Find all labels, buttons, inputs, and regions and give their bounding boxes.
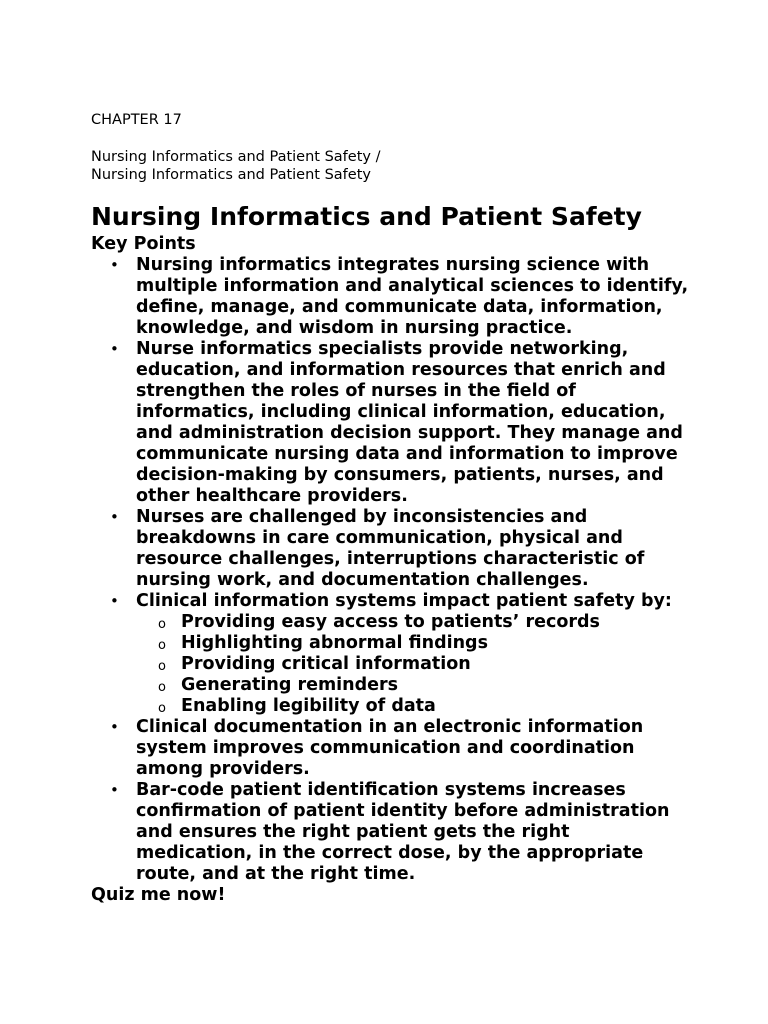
breadcrumb [91,148,380,184]
key-point-text: Nurses are challenged by inconsistencies and breakdowns in care communication, physical and resource challenges, interruptions characteristic of nursing work, and documentation challenges. [136,507,645,590]
key-point-text: Nurse informatics specialists provide networking, education, and information resources that enrich and strengthen the roles of nurses in the field of informatics, including clinical information, education, and administration decision support. They manage and communicate nursing data and information to improve decision-making by consumers, patients, nurses, and other healthcare providers. [136,339,683,506]
breadcrumb-line-2: Nursing Informatics and Patient Safety [91,167,371,183]
key-point-item [91,591,691,717]
page-title: Nursing Informatics and Patient Safety [91,202,642,231]
sub-point-item: o Providing critical information [136,654,691,675]
key-points-heading: Key Points [91,234,196,254]
breadcrumb-line-1: Nursing Informatics and Patient Safety / [91,149,381,165]
key-point-item [91,717,691,780]
key-point-text: Clinical documentation in an electronic information system improves communication and coordination among providers. [136,717,644,779]
sub-point-item: o Providing easy access to patients’ records [136,612,691,633]
key-point-item [91,507,691,591]
chapter-content [91,200,691,906]
sub-point-item: o Generating reminders [136,675,691,696]
sub-point-item: o Enabling legibility of data [136,696,691,717]
key-point-item [91,255,691,339]
chapter-label: CHAPTER 17 [91,112,182,128]
key-points-list [91,255,691,885]
safety-subpoints-list [136,612,691,717]
key-point-text: Bar-code patient identification systems increases confirmation of patient identity before administration and ensures the right patient gets the right medication, in the correct dose, by the appropriate route, and at the right time. [136,780,670,884]
key-point-item [91,339,691,507]
key-point-text: Nursing informatics integrates nursing science with multiple information and analytical sciences to identify, define, manage, and communicate data, information, knowledge, and wisdom in nursing practice. [136,255,689,338]
quiz-me-link[interactable]: Quiz me now! [91,885,226,905]
sub-point-item: o Highlighting abnormal findings [136,633,691,654]
key-point-text: Clinical information systems impact patient safety by: [136,591,672,611]
key-point-item [91,780,691,885]
